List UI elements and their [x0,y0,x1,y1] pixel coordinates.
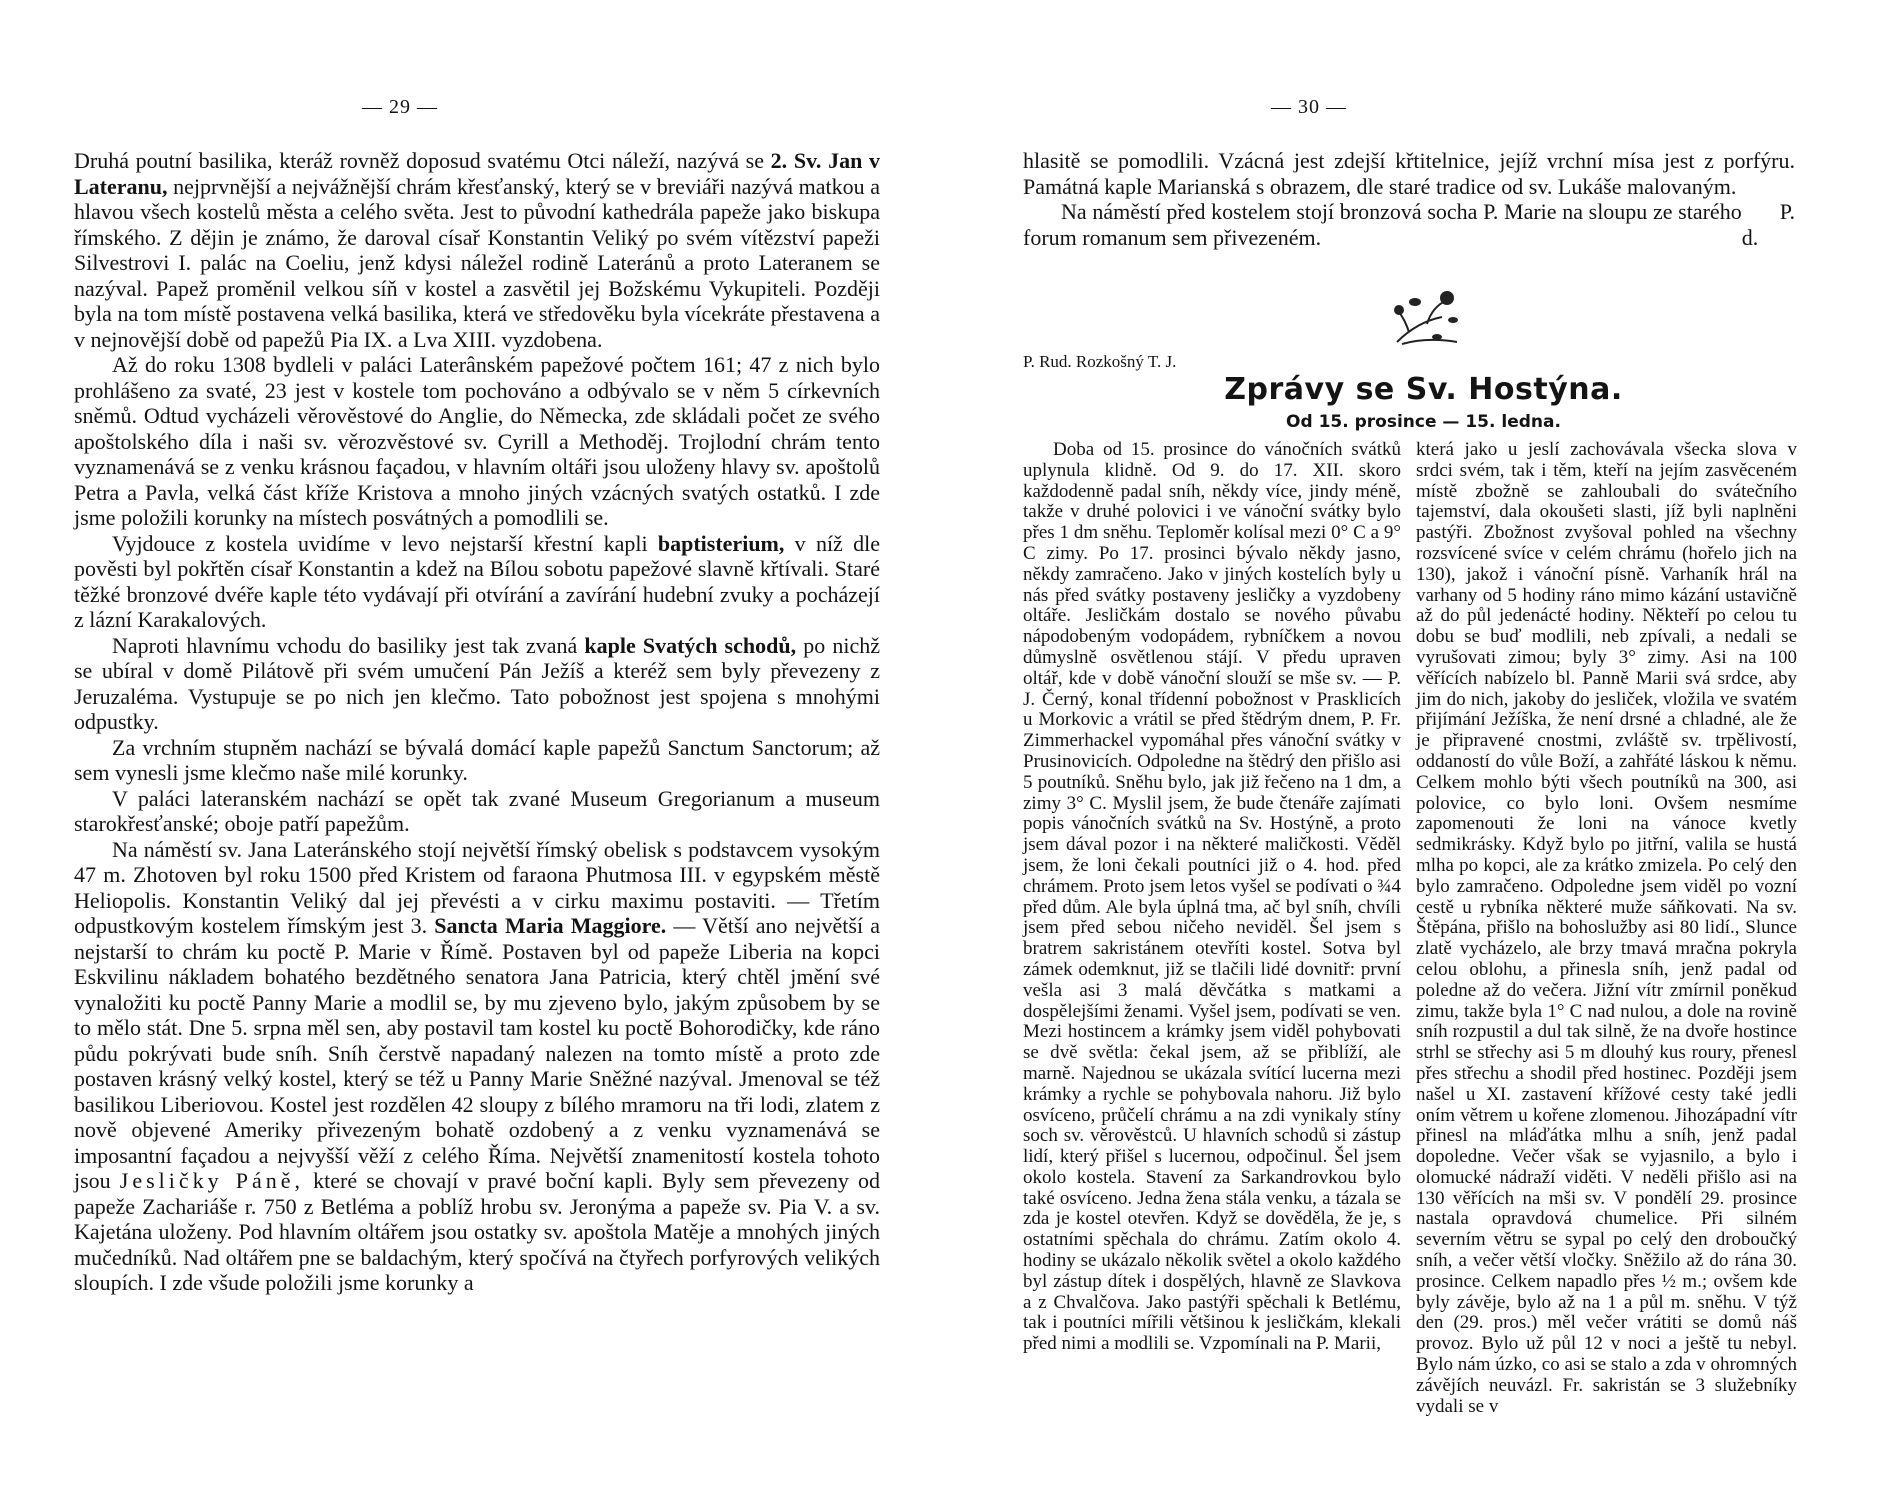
text-run: Druhá poutní basilika, kteráž rovněž doposud svatému Otci náleží, nazývá se [74,148,771,173]
author-name: P. Rud. Rozkošný T. J. [1023,352,1177,371]
signature: P. d. [1741,199,1795,250]
text-run: které se chovají v pravé boční kapli. Byly sem převezeny od papeže Zachariáše r. 750 z Betléma a poblíž hrobu sv. Jeronýma a papeže sv. Pia V. a sv. Kajetána uloženy. Pod hlavním oltářem jsou ostatky sv. apoštola Matěje a mnohých jiných mučedníků. Nad oltářem pne se baldachým, který spočívá na čtyřech porfyrových velikých sloupích. I zde všude položili jsme korunky a [74,1168,880,1295]
text-run: nejprvnější a nejvážnější chrám křesťanský, který se v breviáři nazývá matkou a hlavou všech kostelů města a celého světa. Jest to původní kathedrála papeže jako biskupa římského. Z dějin je známo, že daroval císař Konstantin Veliký po svém vítězství papeži Silvestrovi I. palác na Coeliu, jenž kdysi náležel rodině Lateránů a proto Lateranem se nazýval. Papež proměnil velkou síň v kostel a zasvětil jej Božskému Vykupiteli. Později byla na tom místě postavena velká basilika, která ve středověku byla vícekráte přestavena a v nejnovější době od papežů Pia IX. a Lva XIII. vyzdobena. [74,173,880,352]
text-run: Naproti hlavnímu vchodu do basiliky jest tak zvaná [112,632,585,658]
bold-term: 2. Sv. Jan v Lateranu, [74,148,880,199]
body-paragraph [74,352,880,531]
text-run: Na náměstí sv. Jana Lateránského stojí největší římský obelisk s podstavcem vysokým 47 m. Zhotoven byl roku 1500 před Kristem od faraona Phutmosa III. v egypském městě Heliopolis. Konstantin Veliký dal jej převésti a v cirku maximu postaviti. — Třetím odpustkovým kostelem římským jest 3. [74,836,880,938]
column-paragraph: Doba od 15. prosince do vánočních svátků uplynula klidně. Od 9. do 17. XII. skoro každodenně padal sníh, někdy více, jindy méně, takže v druhé polovici i ve vánoční svátky bylo přes 1 dm sněhu. Teploměr kolísal mezi 0° C a 9° C zimy. Po 17. prosinci bývalo někdy jasno, někdy zamračeno. Jako v jiných kostelích byly u nás před svátky postaveny jesličky a vyzdobeny oltáře. Jesličkám dostalo se nového půvabu nápodobeným vodopádem, rybníčkem a novou důmyslně osvětlenou stájí. V předu upraven oltář, kde v době vánoční slouží se mše sv. — P. J. Černý, konal třídenní pobožnost v Prasklicích u Morkovic a vrátil se před štědrým dnem, P. Fr. Zimmerhackel vypomáhal přes vánoční svátky v Prusinovicích. Odpoledne na štědrý den přišlo asi 5 poutníků. Sněhu bylo, jak již řečeno na 1 dm, a zimy 3° C. Myslil jsem, že bude čtenáře zajímati popis vánočních svátků na Sv. Hostýně, a proto jsem dával pozor i na některé maličkosti. Věděl jsem, že loni čekali poutníci již o 4. hod. před chrámem. Proto jsem letos vyšel se podívati o ¾4 před dům. Ale byla úplná tma, ač byl sníh, chvíli jsem před sebou ničeho neviděl. Šel jsem s bratrem sakristánem otevříti kostel. Sotva byl zámek odemknut, již se tlačili lidé dovnitř: první vešla asi 3 malá děvčátka s matkami a dospělejšími ženami. Vyšel jsem, podívati se ven. Mezi hostincem a krámky jsem viděl pohybovati se dvě světla: čekal jsem, až se přiblíží, ale marně. Najednou se ukázala svítící lucerna mezi krámky a rychle se pohybovala nahoru. Již bylo osvíceno, průčelí chrámu a na zdi vynikaly stíny soch sv. věrověstců. U hlavních schodů si zástup lidí, který přišel s lucernou, odpočinul. Šel jsem okolo kostela. Stavení za Sarkandrovkou bylo také osvíceno. Jedna žena stála venku, a tázala se zda je kostel otevřen. Když se dověděla, že je, s ostatními spěchala do chrámu. Zatím okolo 4. hodiny se ukázalo několik světel a okolo každého byl zástup dítek i dospělých, hlavně ze Slavkova a z Chvalčova. Jako pastýři spěchali k Betlému, tak i poutníci mířili většinou k jesličkám, klekali před nimi a modlili se. Vzpomínali na P. Marii, [1023,439,1401,1355]
body-paragraph [74,633,880,735]
body-text [74,148,880,1296]
spaced-term: Jesličky Páně, [119,1168,305,1193]
text-run: Vyjdouce z kostela uvidíme v levo nejstarší křestní kapli [112,530,658,556]
article-headline: Zprávy se Sv. Hostýna. [1224,372,1623,407]
intro-text [1023,148,1795,250]
body-paragraph [74,837,880,1296]
article-column-1 [1023,440,1401,1355]
page-number: — 30 — [1271,96,1347,118]
intro-paragraph: hlasitě se pomodlili. Vzácná jest zdejší křtitelnice, jejíž vrchní mísa jest z porfýru. Památná kaple Marianská s obrazem, dle staré tradice od sv. Lukáše malovaným. [1023,148,1795,199]
body-paragraph [74,786,880,837]
text-run: — Větší ano největší a nejstarší to chrám ku poctě P. Marie v Římě. Postaven byl od papeže Liberia na kopci Eskvilinu nákladem bohatého bezdětného senatora Jana Patricia, který chtěl jmění své vynaložiti ku poctě Panny Marie a modlil se, by mu zjeveno bylo, jakým způsobem by se to mělo stát. Dne 5. srpna měl sen, aby postavil tam kostel ku poctě Bohorodičky, kde ráno půdu pokrývati bude sníh. Sníh čerstvě napadaný nalezen na tomto místě a proto zde postaven krásný velký kostel, který se též u Panny Marie Sněžné nazýval. Jmenoval se též basilikou Liberiovou. Kostel jest rozdělen 42 sloupy z bílého mramoru na tři lodi, zlatem z nově objevené Ameriky přivezeným bohatě ozdobený a z venku vyznamenává se imposantní façadou a nejvyšší věží z celého Říma. Největší znamenitostí kostela tohoto jsou [74,913,880,1193]
intro-paragraph-signed [1023,199,1795,250]
bold-term: baptisterium, [657,530,785,556]
text-run: po nichž se ubíral v domě Pilátově při svém umučení Pán Ježíš a kteréž sem byly převezeny z Jeruzaléma. Vystupuje se po nich jen klečmo. Tato pobožnost jest spojena s mnohými odpustky. [74,632,880,734]
article-subhead: Od 15. prosince — 15. ledna. [1286,412,1561,432]
body-paragraph [74,148,880,352]
bold-term: Sancta Maria Maggiore. [434,913,667,938]
body-paragraph [74,735,880,786]
floral-ornament-icon [1387,282,1467,352]
text-run: Až do roku 1308 bydleli v paláci Laterânském papežové počtem 161; 47 z nich bylo prohlášeno za svaté, 23 jest v kostele tom pochováno a odbývalo se v něm 5 církevních sněmů. Odtud vycházeli věrověstové do Anglie, do Německa, zde skládali počet ze svého apoštolského díla i naši sv. věrozvěstové sv. Cyrill a Methoděj. Trojlodní chrám tento vyznamenává se z venku krásnou façadou, v hlavním oltáři jsou uloženy hlavy sv. apoštolů Petra a Pavla, velká část kříže Kristova a mnoho jiných vzácných svatých ostatků. I zde jsme položili korunky na místech posvátných a pomodlili se. [74,352,880,530]
intro-paragraph: Na náměstí před kostelem stojí bronzová socha P. Marie na sloupu ze starého forum romanum sem přivezeném. [1023,199,1742,250]
article-column-2 [1416,440,1797,1417]
page-number: — 29 — [362,96,438,118]
column-paragraph: která jako u jeslí zachovávala všecka slova v srdci svém, tak i těm, kteří na jejím zasvěceném místě zbožně se zahloubali do svátečního tajemství, dala okoušeti slasti, jíž byli naplněni pastýři. Zbožnost zvyšoval pohled na všechny rozsvícené svíce v celém chrámu (hořelo jich na 130), jakož i vánoční písně. Varhaník hrál na varhany od 5 hodiny ráno mimo kázání ustavičně až do půl jedenácté hodiny. Někteří po celou tu dobu se buď modlili, neb zpívali, a nedali se vyrušovati zimou; byly 3° zimy. Asi na 100 věřících nabízelo bl. Panně Marii svá srdce, aby jim do nich, jakoby do jesliček, vložila ve svatém přijímání Ježíška, že není drsné a chladné, ale že je připravené cnostmi, zvláště sv. trpělivostí, oddaností do vůle Boží, a zahřáté láskou k němu. Celkem mohlo býti všech poutníků na 300, asi polovice, co bylo loni. Ovšem nesmíme zapomenouti že loni na vánoce kvetly sedmikrásky. Když bylo po jitřní, valila se hustá mlha po kopci, ale za krátko zmizela. Po celý den bylo zamračeno. Odpoledne jsem viděl po vozní cestě u rybníka některé muže sáňkovati. Na sv. Štěpána, přišlo na bohoslužby asi 80 lidí., Slunce zlatě vycházelo, ale brzy tmavá mračna pokryla celou oblohu, a přinesla sníh, jenž padal od poledne až do večera. Jižní vítr zmírnil poněkud zimu, takže byla 1° C nad nulou, a dole na rovině sníh rozpustil a dul tak silně, že na dvoře hostince strhl se střechy asi 5 m dlouhý kus roury, přenesl přes střechu a shodil před hostinec. Později jsem našel u XI. zastavení křížové cesty také jedli oním větrem u kořene zlomenou. Jihozápadní vítr přinesl na mláďátka mlhu a sníh, jenž padal dopoledne. Večer však se vyjasnilo, a bylo i olomucké nádraží viděti. V neděli přišlo asi na 130 věřících na mši sv. V pondělí 29. prosince nastala opravdová chumelice. Při silném severním větru se sypal po celý den droboučký sníh, a večer větší vločky. Sněžilo až do rána 30. prosince. Celkem napadlo přes ½ m.; ovšem kde byly závěje, bylo až na 1 a půl m. sněhu. V týž den (29. pros.) měl večer vrátiti se domů náš provoz. Bylo už půl 12 v noci a ještě tu nebyl. Bylo nám úzko, co asi se stalo a zda v ohromných závějích neuvázl. Fr. sakristán se 3 služebníky vydali se v [1416,439,1797,1417]
body-paragraph [74,531,880,633]
text-run: V paláci lateranském nachází se opět tak zvané Museum Gregorianum a museum starokřesťanské; oboje patří papežům. [74,785,880,836]
text-run: Za vrchním stupněm nachází se bývalá domácí kaple papežů Sanctum Sanctorum; až sem vynesli jsme klečmo naše milé korunky. [74,734,880,785]
bold-term: kaple Svatých schodů, [584,632,797,658]
text-run: v níž dle pověsti byl pokřtěn císař Konstantin a kdež na Bílou sobotu papežové slavně křtívali. Staré těžké bronzové dvéře kaple této vydávají při otvírání a zavírání hudební zvuky a pocházejí z lázní Karakalových. [74,530,880,632]
right-page [949,0,1898,1500]
